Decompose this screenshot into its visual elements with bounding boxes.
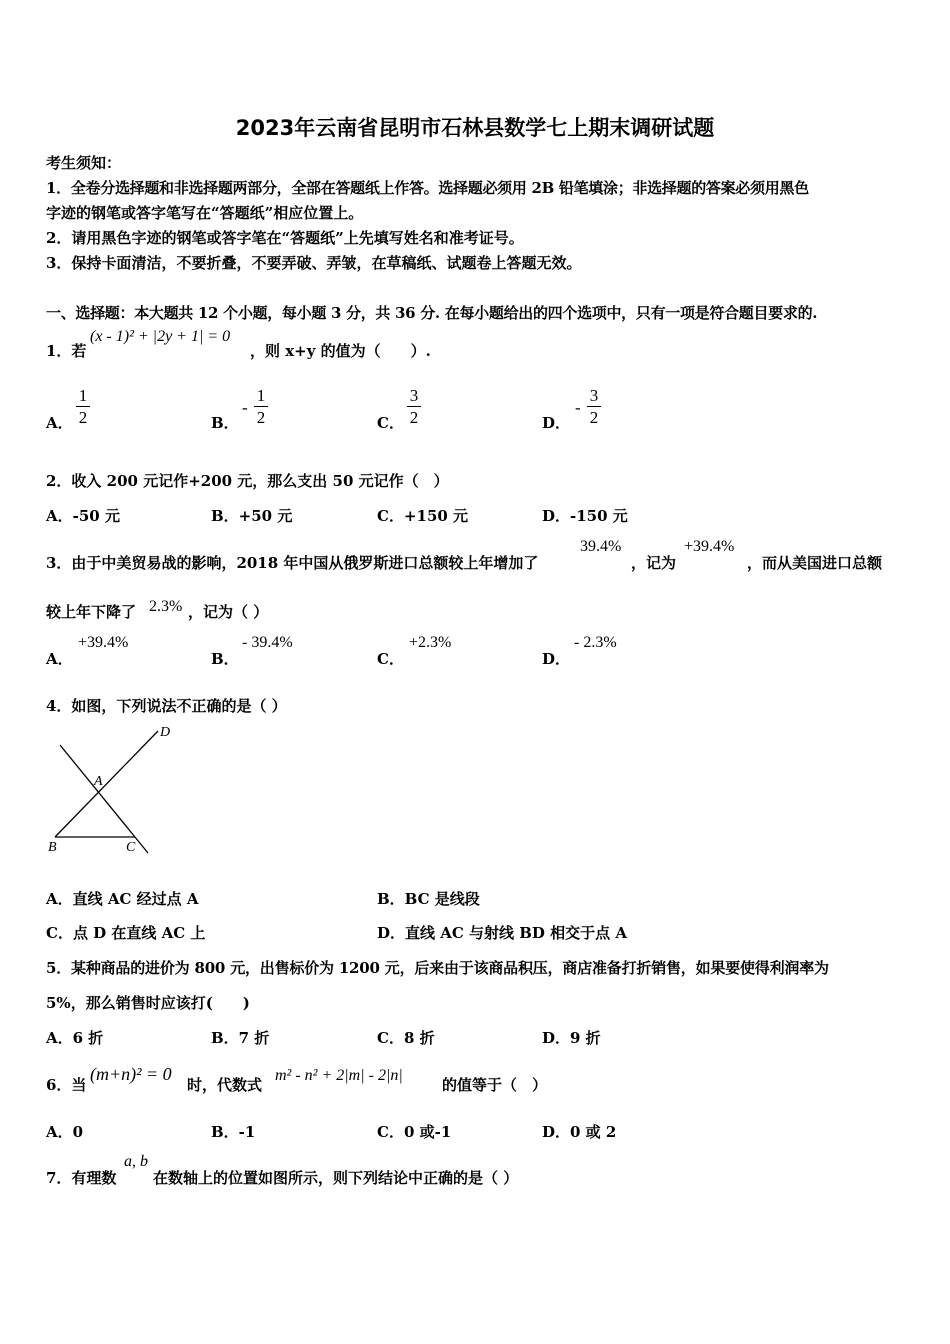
q5-line2: 5%，那么销售时应该打( ) — [46, 994, 250, 1012]
q3-val2: +39.4% — [684, 538, 735, 555]
q2-option-b: B．+50 元 — [211, 507, 293, 525]
label-c: C — [126, 840, 136, 855]
q1-option-c-label: C． — [377, 414, 404, 432]
q3-part2: ，记为 — [631, 554, 677, 572]
q7-vars: a, b — [124, 1153, 148, 1170]
q1-prefix: 1．若 — [46, 342, 87, 360]
q3-option-d-value: - 2.3% — [574, 634, 617, 651]
q6-suffix: 的值等于（ ） — [442, 1076, 548, 1094]
q4-option-d: D．直线 AC 与射线 BD 相交于点 A — [377, 924, 628, 942]
q3-option-c-value: +2.3% — [409, 634, 452, 651]
q3-part1: 3．由于中美贸易战的影响，2018 年中国从俄罗斯进口总额较上年增加了 — [46, 554, 539, 572]
label-d: D — [160, 725, 171, 740]
q1-option-a-fraction: 1 2 — [76, 386, 90, 429]
q2-option-d: D．-150 元 — [542, 507, 628, 525]
q1-option-d-label: D． — [542, 414, 571, 432]
q3-val3: 2.3% — [149, 598, 183, 615]
q1-option-d-sign: - — [575, 398, 581, 417]
q4-option-a: A．直线 AC 经过点 A — [46, 890, 199, 908]
section-heading: 一、选择题：本大题共 12 个小题，每小题 3 分，共 36 分. 在每小题给出的四个选项中，只有一项是符合题目要求的. — [46, 304, 818, 322]
q6-option-d: D．0 或 2 — [542, 1123, 617, 1141]
q4-geometry-figure — [40, 720, 190, 860]
q2-text: 2．收入 200 元记作+200 元，那么支出 50 元记作（ ） — [46, 472, 449, 490]
notice-item-1: 1．全卷分选择题和非选择题两部分，全部在答题纸上作答。选择题必须用 2B 铅笔填涂；非选择题的答案必须用黑色 — [46, 179, 809, 197]
page-title: 2023年云南省昆明市石林县数学七上期末调研试题 — [235, 116, 715, 140]
q3-option-b-label: B． — [211, 650, 239, 668]
q6-option-a: A．0 — [46, 1123, 84, 1141]
q7-prefix: 7．有理数 — [46, 1169, 117, 1187]
notice-item-3: 3．保持卡面清洁，不要折叠，不要弄破、弄皱，在草稿纸、试题卷上答题无效。 — [46, 254, 582, 272]
q1-option-b-sign: - — [242, 398, 248, 417]
q5-option-a: A．6 折 — [46, 1029, 104, 1047]
q1-option-a-label: A． — [46, 414, 73, 432]
notice-heading: 考生须知： — [46, 154, 122, 172]
q5-option-d: D．9 折 — [542, 1029, 601, 1047]
q5-option-c: C．8 折 — [377, 1029, 435, 1047]
q3-val1: 39.4% — [580, 538, 622, 555]
q6-mid: 时，代数式 — [187, 1076, 263, 1094]
q3-part3: ，而从美国进口总额 — [747, 554, 883, 572]
q1-option-b-fraction: 1 2 — [254, 386, 268, 429]
q5-line1: 5．某种商品的进价为 800 元，出售标价为 1200 元，后来由于该商品积压，商店准备打折销售，如果要使得利润率为 — [46, 959, 829, 977]
q2-option-c: C．+150 元 — [377, 507, 469, 525]
q3-part5: ，记为（ ） — [188, 603, 269, 621]
q6-condition: (m+n)² = 0 — [90, 1064, 172, 1084]
q2-option-a: A．-50 元 — [46, 507, 120, 525]
q4-option-b: B．BC 是线段 — [377, 890, 480, 908]
q6-expression: m² - n² + 2|m| - 2|n| — [275, 1067, 403, 1084]
q3-option-c-label: C． — [377, 650, 404, 668]
notice-item-2: 2．请用黑色字迹的钢笔或答字笔在“答题纸”上先填写姓名和准考证号。 — [46, 229, 524, 247]
q1-option-d-fraction: 3 2 — [587, 386, 601, 429]
q7-suffix: 在数轴上的位置如图所示，则下列结论中正确的是（ ） — [153, 1169, 519, 1187]
q1-option-b-label: B． — [211, 414, 239, 432]
q3-option-b-value: - 39.4% — [242, 634, 293, 651]
label-b: B — [48, 840, 57, 855]
q5-option-b: B．7 折 — [211, 1029, 270, 1047]
q1-option-c-fraction: 3 2 — [407, 386, 421, 429]
q3-option-a-label: A． — [46, 650, 73, 668]
q6-prefix: 6．当 — [46, 1076, 87, 1094]
q3-option-d-label: D． — [542, 650, 571, 668]
q6-option-c: C．0 或-1 — [377, 1123, 452, 1141]
notice-item-1-cont: 字迹的钢笔或答字笔写在“答题纸”相应位置上。 — [46, 204, 364, 222]
q4-option-c: C．点 D 在直线 AC 上 — [46, 924, 206, 942]
label-a: A — [94, 774, 103, 789]
q1-suffix: ，则 x+y 的值为（ ）. — [250, 342, 431, 360]
q4-text: 4．如图，下列说法不正确的是（ ） — [46, 697, 287, 715]
q6-option-b: B．-1 — [211, 1123, 256, 1141]
q1-formula: (x - 1)² + |2y + 1| = 0 — [90, 328, 231, 345]
ray-bd — [55, 731, 158, 837]
q3-option-a-value: +39.4% — [78, 634, 129, 651]
q3-part4: 较上年下降了 — [46, 603, 137, 621]
